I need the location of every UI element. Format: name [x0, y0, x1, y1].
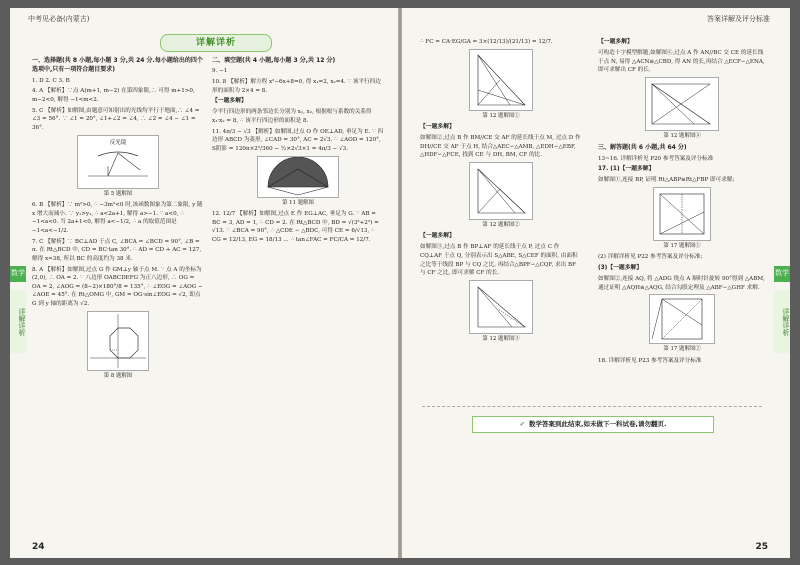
- fig17b-diagram: [649, 294, 715, 344]
- q6-answer: 6. B 【解析】∵ m²>0, ∴ −3m²<0 时,该函数图象为第二象限, y 随 x 增大而减小. ∵ y₁>y₂, ∴ a<2a+1, 解得 a>−1. ∵ a<0, ∴ −1<a<0. 当 2a+1<0, 解得 a<−1/2, ∴ a 的取值范围是 −1<a<−1/2.: [32, 201, 203, 234]
- section-banner: 详解详析: [160, 34, 272, 52]
- fig5-label: 反光镜: [109, 139, 127, 146]
- fig17b-aq: [662, 299, 702, 325]
- fig12a-line-ce: [478, 80, 500, 105]
- alt2-text: 如解图③,过点 B 作 BP⊥AF 的延长线于点 P, 过点 C 作 CQ⊥AF 于点 Q, 分别表示出 S△ABE, S△CEF 的面积, 由面积之比等于线段 BP 与 CQ 之比, 再结合△BPF∽△CQF, 求出 BF 与 CF 之比, 即可求解 CF 的长.: [420, 244, 578, 277]
- q10-alt-tag: 【一题多解】: [212, 98, 247, 105]
- fig17b-diag: [662, 299, 702, 339]
- fig17b-svg: [650, 295, 714, 343]
- q17-part3: 如解图②,连接 AQ, 将 △ADG 绕点 A 顺时针旋转 90°得到 △ABM, 通过证明 △AQH≌△AQG, 结合勾股定理及 △ABF∽△GHF 求解.: [598, 275, 765, 291]
- fig12b-caption: 第 12 题解图②: [482, 221, 520, 228]
- fig12d-line-af: [652, 84, 694, 124]
- left-side-tab-math: 数学: [10, 266, 26, 282]
- fig12a-svg: [470, 50, 532, 110]
- fig8-diagram: [87, 311, 149, 371]
- fig17b-am: [652, 299, 662, 339]
- fig12c-svg: [470, 281, 532, 333]
- fig17a-svg: [654, 188, 710, 240]
- left-column-1: [32, 56, 204, 383]
- q11-answer: 11. 4π/3 − √3 【解析】如解图,过点 O 作 OE⊥AD, 垂足为 E. ∵ 四边形 ABCD 为菱形, ∠CAD = 30°, AC = 2√3. ∴ ∠AOD = 120°, S阴影 = 120π×2²/360 − ½×2√3×1 = 4π/3 − √3.: [212, 128, 384, 152]
- end-note-text: 数学答案到此结束,如未做下一科试卷,请勿翻页.: [529, 420, 667, 428]
- q8-answer: 8. A 【解析】如解图,过点 G 作 GM⊥y 轴于点 M. ∵ 点 A 的坐标为 (2,0), ∴ OA = 2. ∵ 八边形 OABCDEFG 为正八边形, ∴ OG = OA = 2, ∠AOG = (8−2)×180°/8 = 135°, ∴ ∠EOG = ∠AOG − ∠AOE = 45°. 在 Rt△OMG 中, GM = OG·sin∠EOG = √2, 即点 G 到 y 轴的距离为 √2.: [32, 266, 203, 308]
- fig12b-svg: [470, 163, 532, 219]
- fig11-svg: [258, 157, 338, 197]
- q9-answer: 9. −1: [212, 68, 228, 75]
- fig11-diagram: [257, 156, 339, 198]
- q10-alt-answer: 令平行四边形的两条邻边长分别为 x₁, x₂, 根据根与系数的关系得 x₁·x₂ = 8, ∴ 该平行四边形的面积是 8.: [212, 109, 372, 124]
- fig5-diagram: [77, 135, 159, 189]
- fig5-ray-1: [108, 153, 118, 176]
- left-page-number: 24: [32, 542, 45, 552]
- q17-part1: 如解图①,连接 BP, 证明 Rt△ABP≌Rt△FBP 即可求解;: [598, 177, 735, 184]
- fig12d-diagram: [645, 77, 719, 131]
- left-page: [10, 8, 398, 558]
- right-page-number: 25: [755, 542, 768, 552]
- alt3-tag: 【一题多解】: [598, 39, 633, 45]
- fig8-octagon: [110, 328, 138, 358]
- fig12b-line-ce: [478, 189, 500, 213]
- right-side-tab-math: 数学: [774, 266, 790, 282]
- fc-formula: ∴ FC = CA·EG/GA = 3×(12/13)/(21/13) = 12/7.: [420, 39, 553, 45]
- right-side-tab-label: 详解详析: [774, 290, 790, 353]
- q7-answer: 7. C 【解析】∵ BC⊥AD 于点 C, ∠BCA = ∠BCD = 90°, ∠B = α. 在 Rt△BCD 中, CD = BC·tan 30°. ∴ AD = CD + AC = 127, 解得 x≈38, 所以 BC 的高度约为 38 米.: [32, 238, 202, 262]
- fig12c-line-af: [478, 287, 512, 327]
- alt1-text: 如解图②,过点 B 作 BM//CE 交 AF 的延长线于点 M, 过点 D 作 DH//CE 交 AF 于点 H, 结合△AEC∽△AMB, △EDH∽△EBF, △HDF∽△FCE, 找到 CE 与 DH, BM, CF 的比.: [420, 135, 581, 159]
- left-column-2: [212, 56, 384, 247]
- left-header: 中考见必备(内蒙古): [28, 15, 90, 23]
- q13-16: 13~16. 详解详析见 P20 参考答案及评分标准: [598, 155, 714, 162]
- fig11-shaded-sector: [268, 157, 328, 187]
- check-icon: ✔: [519, 420, 526, 428]
- fig8-caption: 第 8 题解图: [103, 372, 133, 379]
- q4-answer: 4. A 【解析】∵点 A(m+1, m−2) 在第四象限,∴ 可得 m+1>0, m−2<0, 解得 −1<m<2.: [32, 88, 195, 103]
- fig12a-diagram: [469, 49, 533, 111]
- section-2-title: 二、填空题(共 4 小题,每小题 3 分,共 12 分): [212, 57, 336, 64]
- section-3-title: 三、解答题(共 6 小题,共 64 分): [598, 144, 687, 152]
- section-1-title: 一、选择题(共 8 小题,每小题 3 分,共 24 分.每小题给出的四个选项中,只有一项符合题目要求): [32, 57, 203, 74]
- fig17a-diagram: [653, 187, 711, 241]
- fig17a-caption: 第 17 题解图①: [663, 242, 701, 249]
- q17-part3-heading: (3)【一题多解】: [598, 264, 643, 271]
- alt3-text: 可构造十字模型解题,如解图④,过点 A 作 AN//BC 交 CE 的延长线于点 N, 易得 △ACN≌△CBD, 得 AN 的长,再结合 △ECF∽△ENA, 即可求解出 CF 的长.: [598, 49, 765, 74]
- fig5-svg: [78, 136, 158, 188]
- fig17b-caption: 第 17 题解图②: [663, 346, 701, 353]
- fig12c-diagram: [469, 280, 533, 334]
- end-note-box: [472, 416, 714, 433]
- alt1-tag: 【一题多解】: [420, 124, 455, 131]
- fig12b-line-af: [478, 169, 515, 213]
- fig12b-triangle: [478, 169, 525, 213]
- q12-answer: 12. 12/7 【解析】如解图,过点 E 作 EG⊥AC, 垂足为 G. ∵ AB = BC = 3, AD = 1, ∴ CD = 2. 在 Rt△BCD 中, BD = √(3²+2²) = √13. ∵ ∠BCA = 90°, ∴ △CDE ∽ △BDC, 可得 CE = 6/√13, ∴ CG = 12/13, EG = 18/13 ... ∴ tan∠FAC = FC/CA = 12/7.: [212, 210, 379, 243]
- fig5-caption: 第 5 题解图: [103, 190, 133, 197]
- fig12a-caption: 第 12 题解图①: [482, 112, 520, 119]
- right-column-1: [420, 38, 582, 346]
- q18: 18. 详解详析见 P23 参考答案及评分标准: [598, 357, 702, 364]
- fig12c-triangle: [478, 287, 525, 327]
- fig12d-caption: 第 12 题解图④: [663, 132, 701, 139]
- q17-heading: 17. (1)【一题多解】: [598, 166, 655, 173]
- right-column-2: [598, 38, 766, 367]
- right-header: 答案详解及评分标准: [707, 15, 770, 23]
- left-side-tab-label: 详解详析: [10, 290, 26, 353]
- answer-row-1-3: 1. D 2. C 3. B: [32, 77, 70, 84]
- fig12c-caption: 第 12 题解图③: [482, 335, 520, 342]
- q5-answer: 5. C 【解析】如解图,由题意可知射出的光线均平行于地面,∴ ∠4 = ∠3 = 56°. ∵ ∠1 = 20°, ∠1+∠2 = ∠4, ∴ ∠2 = ∠4 − ∠1 = 36°.: [32, 107, 200, 131]
- fig12c-line-bp: [498, 309, 525, 327]
- fig12b-diagram: [469, 162, 533, 220]
- end-divider: [422, 406, 762, 407]
- fig12d-svg: [646, 78, 718, 130]
- alt2-tag: 【一题多解】: [420, 233, 455, 240]
- q17-part2: (2) 详解详析见 P22 参考答案及评分标准;: [598, 254, 703, 261]
- fig5-mirror: [98, 152, 138, 156]
- fig12a-line-af: [478, 55, 510, 105]
- fig11-caption: 第 11 题解图: [282, 199, 314, 206]
- right-page: [402, 8, 790, 558]
- fig8-svg: [88, 312, 148, 370]
- q10-answer: 10. 8 【解析】解方程 x²−6x+8=0, 得 x₁=2, x₂=4. ∵ 该平行四边形的面积为 2×4 = 8.: [212, 78, 381, 94]
